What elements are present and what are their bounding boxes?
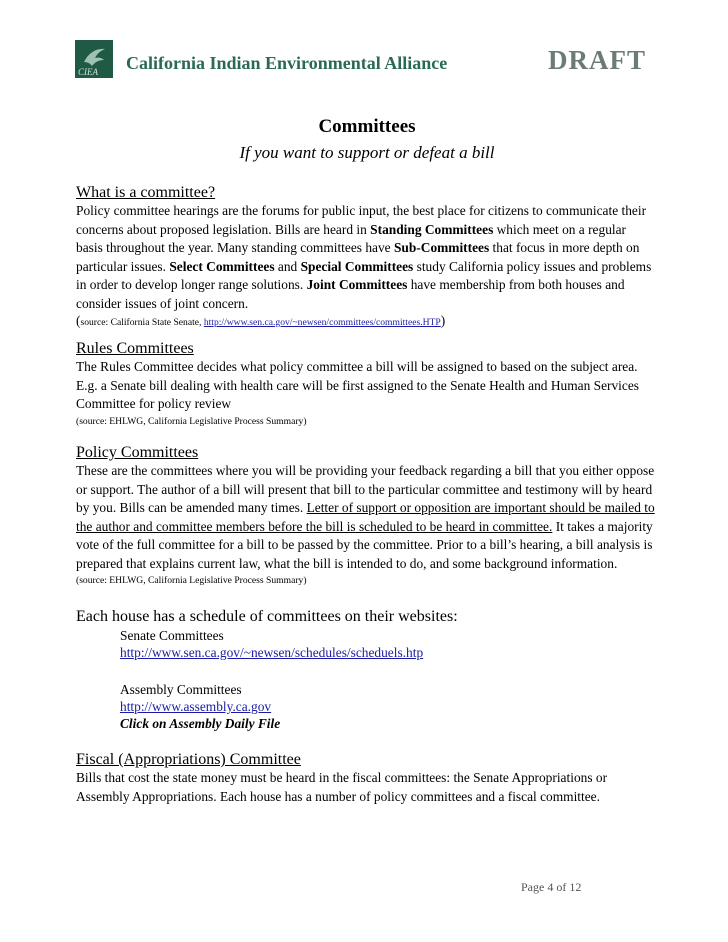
assembly-daily-file-note: Click on Assembly Daily File [120,716,281,731]
section-fiscal-committee [76,750,656,806]
senate-schedule [120,627,423,661]
text-run: study California policy issues and problems in order to develop longer range solutions. [76,258,652,292]
section-heading: Each house has a schedule of committees on their websites: [76,608,458,625]
section-schedules [76,607,656,627]
section-rules-committees [76,339,656,430]
bold-term: Sub-Committees [393,240,490,255]
bold-term: Standing Committees [370,221,494,237]
text-run: have membership from both houses and consider issues of joint concern. [76,277,625,311]
bold-term: Select Committees [169,258,275,274]
text-run: and [274,258,301,274]
source-citation: (source: EHLWG, California Legislative Process Summary) [76,415,307,427]
logo-text: CIEA [78,67,98,77]
assembly-committees-label: Assembly Committees [120,682,242,697]
source-citation: (source: EHLWG, California Legislative Process Summary) [76,575,307,586]
section-heading: Rules Committees [76,340,194,357]
text-run: that focus in more depth on particular issues. [76,240,640,274]
paren: ) [440,313,446,328]
draft-label: DRAFT [548,45,646,75]
page-title: Committees [318,116,416,137]
section-policy-committees [76,443,656,589]
section-heading: Policy Committees [76,444,199,461]
org-name: California Indian Environmental Alliance [126,53,448,73]
senate-schedule-link[interactable]: http://www.sen.ca.gov/~newsen/schedules/scheduels.htp [120,645,424,660]
bird-icon [75,40,113,78]
bold-term: Special Committees [300,258,414,274]
ciea-logo [75,40,113,78]
section-body: Bills that cost the state money must be heard in the fiscal committees: the Senate Appropriations or Assembly Appropriations. Each house has a number of policy committees and a fiscal committee. [76,770,608,804]
page-subtitle: If you want to support or defeat a bill [239,143,495,162]
senate-committees-label: Senate Committees [120,628,224,643]
assembly-schedule [120,681,280,732]
text-run: Policy committee hearings are the forums for public input, the best place for citizens to communicate their concerns about proposed legislation. Bills are heard in [76,203,647,237]
underlined-text: Letter of support or opposition are important should be mailed to the author and committee members before the bill is scheduled to be heard in committee. [76,500,655,534]
section-heading: Fiscal (Appropriations) Committee [76,751,301,768]
source-prefix: source: California State Senate, [80,317,204,328]
source-citation [76,313,656,331]
assembly-link[interactable]: http://www.assembly.ca.gov [120,699,272,714]
source-link[interactable]: http://www.sen.ca.gov/~newsen/committees/committees.HTP [203,317,441,328]
page-number: Page 4 of 12 [521,880,582,894]
text-run: These are the committees where you will be providing your feedback regarding a bill that you either oppose or support. The author of a bill will present that bill to the particular committee and testimony will by heard by you. Bills can be amended many times. [76,463,655,515]
text-run: which meet on a regular basis throughout the year. Many standing committees have [76,221,627,255]
text-run: It takes a majority vote of the full committee for a bill to be passed by the committee. Prior to a bill’s hearing, a bill analysis is prepared that explains current law, what the bill is intended to do, and some background information. [76,518,653,571]
paren: ( [76,313,81,328]
section-body [76,202,656,313]
section-body [76,462,656,573]
section-heading: What is a committee? [76,184,216,201]
section-body: The Rules Committee decides what policy committee a bill will be assigned to based on the subject area. E.g. a Senate bill dealing with health care will be first assigned to the Senate Health and Human Services Committee for policy review [76,359,639,411]
section-what-is-committee [76,183,656,331]
bold-term: Joint Committees [306,277,408,292]
